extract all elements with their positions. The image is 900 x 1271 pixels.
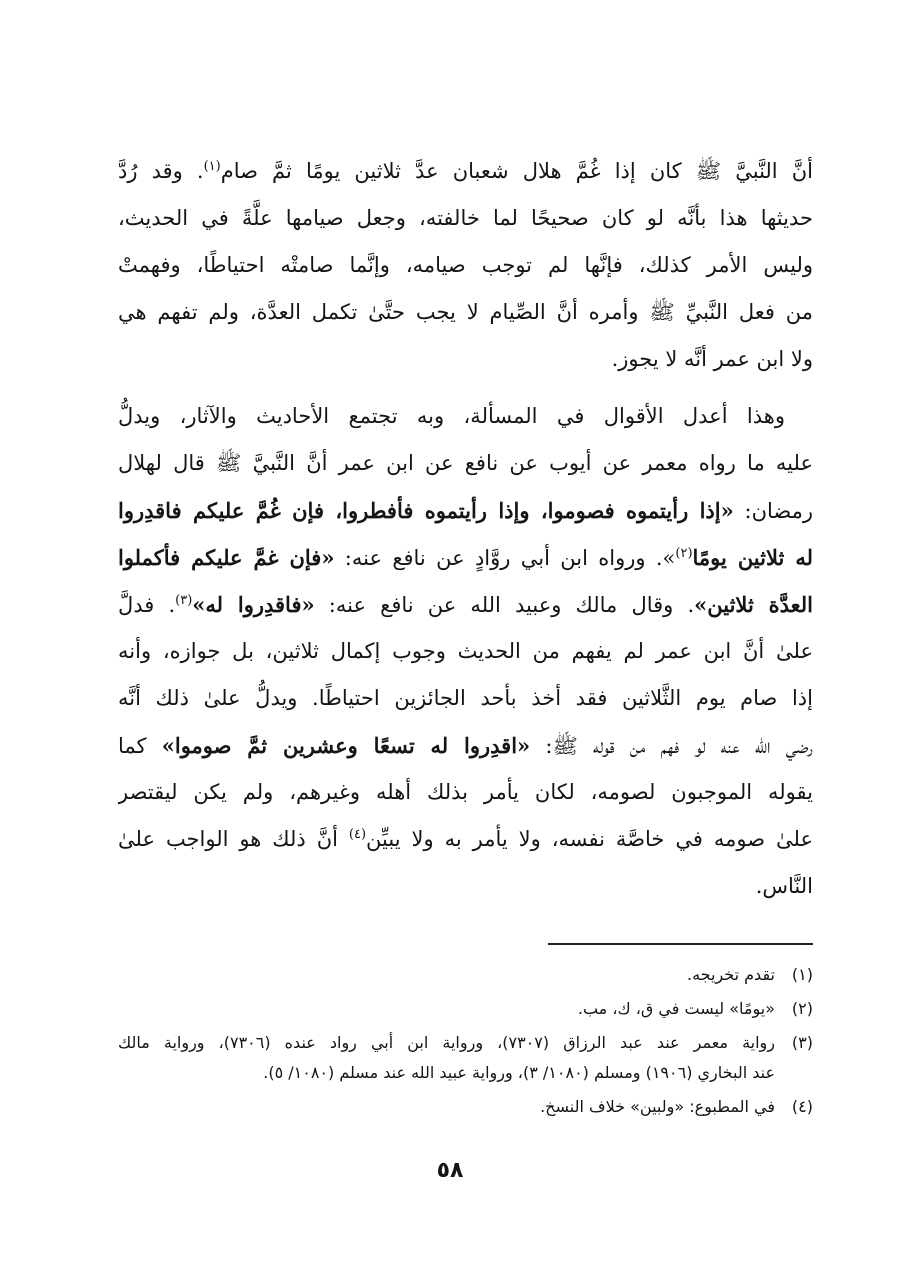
footnote-line: رواية معمر عند عبد الرزاق (٧٣٠٧)، ورواية ابن أبي رواد عنده (٧٣٠٦)، ورواية مالك — [118, 1033, 776, 1052]
hadith-quote: «إذا رأيتموه فصوموا، وإذا رأيتموه فأفطروا، فإن غُمَّ عليكم فاقدِروا — [118, 498, 734, 523]
footnote-line: «يومًا» ليست في ق، ك، مب. — [577, 999, 775, 1018]
footnote-number: (٣) — [791, 1033, 813, 1052]
hadith-quote: «فإن غمَّ عليكم فأكملوا — [118, 545, 335, 570]
text-line: من فعل النَّبيِّ ﷺ وأمره أنَّ الصِّيام لا يجب حتَّىٰ تكمل العدَّة، ولم تفهم هي — [118, 300, 813, 324]
text-segment: أنَّ النَّبيَّ ﷺ كان إذا غُمَّ هلال شعبان عدَّ ثلاثين يومًا ثمَّ صام — [220, 159, 813, 183]
text-line: عليه ما رواه معمر عن أيوب عن نافع عن ابن عمر أنَّ النَّبيَّ ﷺ قال لهلال — [118, 451, 813, 475]
footnote-line: في المطبوع: «ولبين» خلاف النسخ. — [540, 1097, 775, 1116]
text-line: النَّاس. — [755, 874, 813, 898]
footnotes — [118, 960, 813, 1126]
footnote-ref[interactable]: (٤) — [348, 827, 367, 842]
text-line: وهذا أعدل الأقوال في المسألة، وبه تجتمع الأحاديث والآثار، ويدلُّ — [118, 404, 785, 428]
text-line — [118, 722, 813, 769]
text-line — [118, 816, 813, 863]
footnote-line: عند البخاري (١٩٠٦) ومسلم (١٠٨٠/ ٣)، ورواية عبيد الله عند مسلم (١٠٨٠/ ٥). — [263, 1063, 775, 1082]
text-line: يقوله الموجبون لصومه، لكان يأمر بذلك أهله وغيرهم، ولم يكن ليقتصر — [118, 780, 813, 804]
text-segment: . وقد رُدَّ — [118, 159, 204, 183]
text-line — [118, 148, 813, 195]
hadith-quote: له ثلاثين يومًا — [692, 545, 813, 570]
text-line: حديثها هذا بأنَّه لو كان صحيحًا لما خالفته، وجعل صيامها علَّةً في الحديث، — [118, 206, 813, 230]
text-segment: ». ورواه ابن أبي روَّادٍ عن نافع عنه: — [334, 546, 676, 570]
page-number: ٥٨ — [436, 1158, 464, 1183]
text-line: ولا ابن عمر أنَّه لا يجوز. — [611, 347, 813, 371]
footnote-text — [118, 1028, 775, 1088]
text-line — [118, 581, 813, 628]
hadith-quote: العدَّة ثلاثين» — [694, 592, 813, 617]
hadith-quote: «فاقدِروا له» — [192, 592, 315, 617]
text-line — [118, 487, 813, 534]
footnote-ref[interactable]: (١) — [203, 159, 221, 174]
text-line: وليس الأمر كذلك، فإنَّها لم توجب صيامه، وإنَّما صامتْه احتياطًا، وفهمتْ — [118, 253, 813, 277]
main-text — [118, 148, 813, 910]
footnote-item — [118, 1028, 813, 1088]
footnote-text — [118, 1092, 775, 1122]
footnote-item — [118, 1092, 813, 1122]
footnote-text — [118, 994, 775, 1024]
hadith-quote: «اقدِروا له تسعًا وعشرين ثمَّ صوموا» — [161, 733, 531, 758]
footnote-divider — [548, 943, 813, 945]
footnote-line: تقدم تخريجه. — [687, 965, 775, 984]
text-line: علىٰ أنَّ ابن عمر لم يفهم من الحديث وجوب إكمال ثلاثين، بل جوازه، وأنه — [118, 639, 813, 663]
footnote-text — [118, 960, 775, 990]
text-segment: علىٰ صومه في خاصَّة نفسه، ولا يأمر به ولا يبيِّن — [366, 827, 813, 851]
text-line — [118, 534, 813, 581]
text-segment: أنَّ ذلك هو الواجب علىٰ — [118, 827, 349, 851]
footnote-number: (٤) — [791, 1097, 813, 1116]
text-segment: . وقال مالك وعبيد الله عن نافع عنه: — [314, 593, 695, 617]
footnote-ref[interactable]: (٣) — [175, 593, 193, 608]
footnote-ref[interactable]: (٢) — [675, 546, 693, 561]
text-line: إذا صام يوم الثَّلاثين فقد أخذ بأحد الجائزين احتياطًا. ويدلُّ علىٰ ذلك أنَّه — [118, 686, 813, 710]
text-segment: . فدلَّ — [118, 593, 176, 617]
text-segment: رضي الله عنه لو فهم من قوله ﷺ: — [530, 734, 813, 758]
footnote-item — [118, 960, 813, 990]
text-segment: كما — [118, 734, 162, 758]
footnote-number: (١) — [791, 965, 813, 984]
footnote-number: (٢) — [791, 999, 813, 1018]
footnote-item — [118, 994, 813, 1024]
text-segment: رمضان: — [733, 499, 813, 523]
